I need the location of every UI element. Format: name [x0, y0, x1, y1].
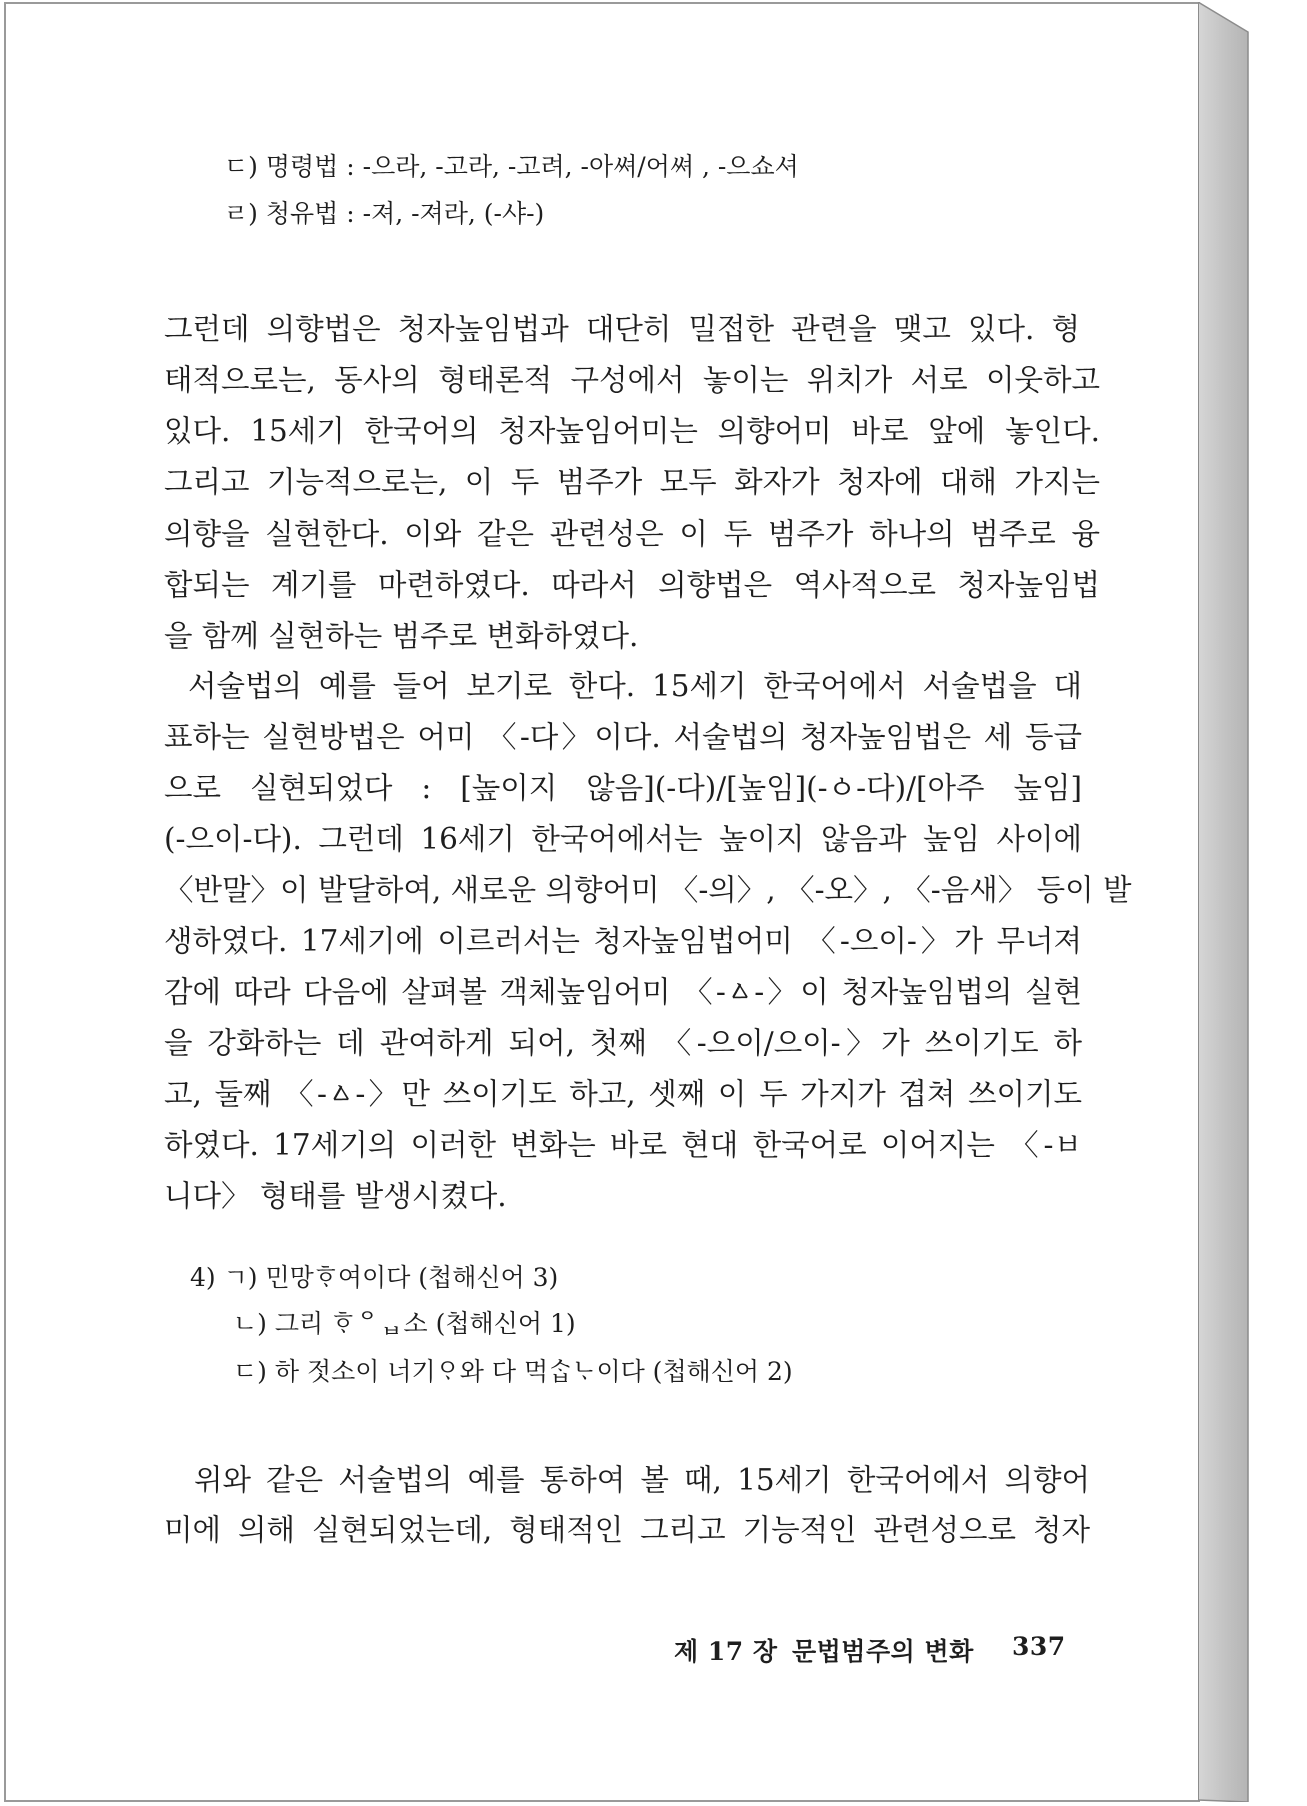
footer-title: 문법범주의 변화	[792, 1637, 974, 1666]
paragraph-line: 고, 둘째 〈-ㅿ-〉만 쓰이기도 하고, 셋째 이 두 가지가 겹쳐 쓰이기도	[164, 1077, 1082, 1111]
page-edge-graphic	[1198, 2, 1258, 1802]
paragraph-line: 합되는 계기를 마련하였다. 따라서 의향법은 역사적으로 청자높임법	[164, 568, 1100, 602]
paragraph-line: 생하였다. 17세기에 이르러서는 청자높임법어미 〈-으이-〉가 무너져	[164, 924, 1082, 958]
example-item: 4) ㄱ) 민망ᄒᆞ여이다 (첩해신어 3)	[190, 1263, 559, 1292]
example-item: ㄴ) 그리 ᄒᆞᄋᆸ소 (첩해신어 1)	[233, 1309, 576, 1338]
paragraph-line: (-으이-다). 그런데 16세기 한국어에서는 높이지 않음과 높임 사이에	[164, 822, 1082, 856]
list-item-imperative: ㄷ) 명령법 : -으라, -고라, -고려, -아쎠/어쎠 , -으쇼셔	[224, 152, 799, 181]
paragraph-line: 〈반말〉이 발달하여, 새로운 의향어미 〈-의〉, 〈-오〉, 〈-음새〉 등이 발	[164, 873, 1132, 907]
footer-chapter: 제 17 장	[674, 1637, 778, 1666]
paragraph-line: 표하는 실현방법은 어미 〈-다〉이다. 서술법의 청자높임법은 세 등급	[164, 720, 1082, 754]
list-item-propositive: ㄹ) 청유법 : -져, -져라, (-샤-)	[224, 199, 545, 228]
paragraph-line: 그런데 의향법은 청자높임법과 대단히 밀접한 관련을 맺고 있다. 형	[164, 312, 1080, 346]
paragraph-line: 태적으로는, 동사의 형태론적 구성에서 놓이는 위치가 서로 이웃하고	[164, 363, 1100, 397]
example-item: ㄷ) 하 젓소이 너기ᄋᆞ와 다 먹ᄉᆞᆸᄂᆞ이다 (첩해신어 2)	[233, 1357, 793, 1386]
paragraph-line: 그리고 기능적으로는, 이 두 범주가 모두 화자가 청자에 대해 가지는	[164, 465, 1100, 499]
paragraph-line: 으로 실현되었다 : [높이지 않음](-다)/[높임](-ㆁ-다)/[아주 높임]	[164, 771, 1082, 805]
page-sheet	[4, 2, 1200, 1802]
paragraph-line: 위와 같은 서술법의 예를 통하여 볼 때, 15세기 한국어에서 의향어	[194, 1463, 1090, 1497]
paragraph-line: 미에 의해 실현되었는데, 형태적인 그리고 기능적인 관련성으로 청자	[164, 1513, 1090, 1547]
paragraph-line: 있다. 15세기 한국어의 청자높임어미는 의향어미 바로 앞에 놓인다.	[164, 414, 1100, 448]
page-edge-shadow	[1198, 2, 1258, 1802]
paragraph-line: 의향을 실현한다. 이와 같은 관련성은 이 두 범주가 하나의 범주로 융	[164, 517, 1100, 551]
paragraph-line: 을 함께 실현하는 범주로 변화하였다.	[164, 619, 639, 653]
paragraph-line: 하였다. 17세기의 이러한 변화는 바로 현대 한국어로 이어지는 〈-ㅂ	[164, 1128, 1082, 1162]
paragraph-line: 니다〉 형태를 발생시켰다.	[164, 1179, 507, 1213]
page-number: 337	[1012, 1632, 1066, 1661]
paragraph-line: 감에 따라 다음에 살펴볼 객체높임어미 〈-ㅿ-〉이 청자높임법의 실현	[164, 975, 1082, 1009]
paragraph-line: 서술법의 예를 들어 보기로 한다. 15세기 한국어에서 서술법을 대	[188, 669, 1082, 703]
paragraph-line: 을 강화하는 데 관여하게 되어, 첫째 〈-으이/으이-〉가 쓰이기도 하	[164, 1026, 1082, 1060]
